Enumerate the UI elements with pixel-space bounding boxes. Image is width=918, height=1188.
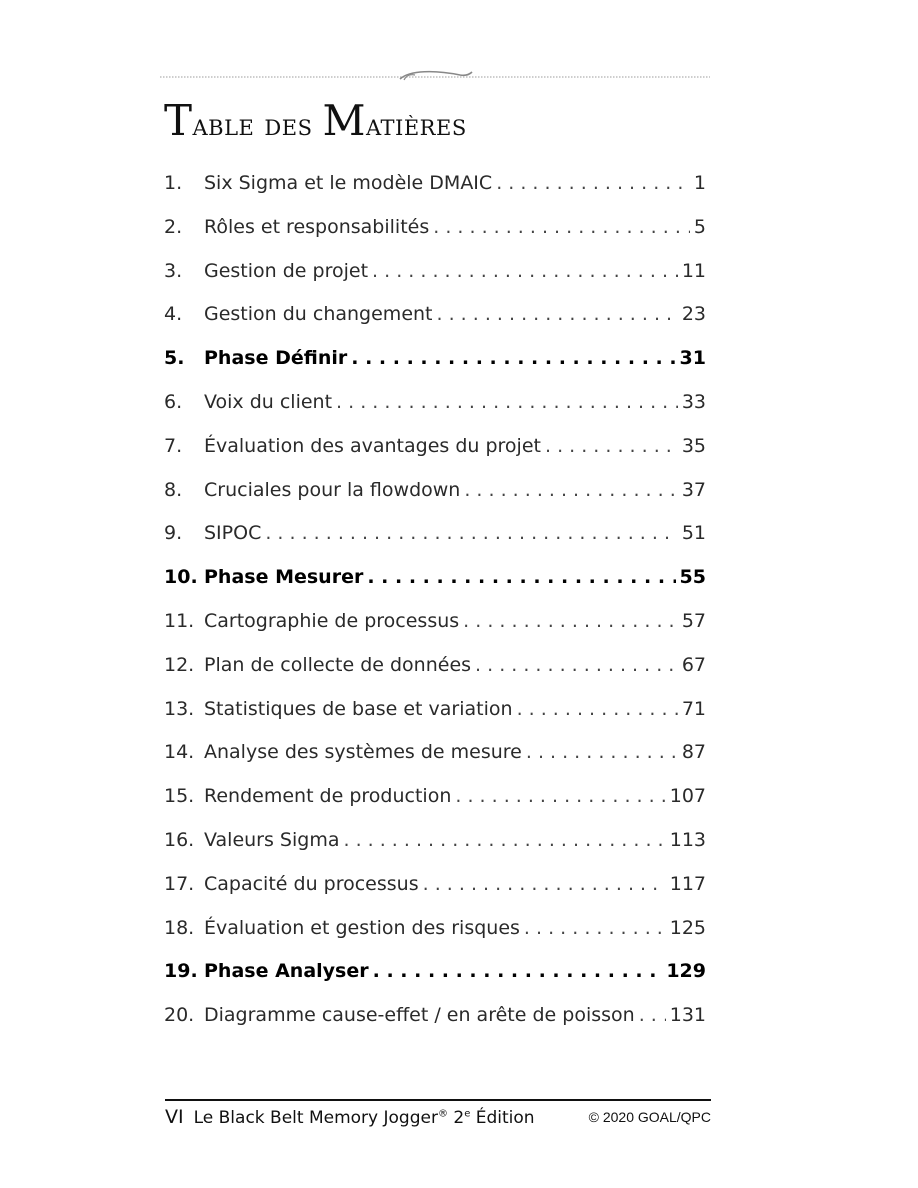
toc-entry [164,566,706,610]
toc-entry [164,303,706,347]
toc-entry-label: Gestion de projet [204,259,369,282]
toc-entry-label: Statistiques de base et variation [204,697,513,720]
toc-leader-dots [373,960,663,982]
toc-leader-dots [517,698,678,720]
toc-entry-number: 10. [164,566,198,589]
table-of-contents [164,172,706,1048]
footer-rule [165,1099,711,1101]
toc-entry-number: 8. [164,478,183,501]
book-title: Le Black Belt Memory Jogger [193,1108,438,1128]
toc-entry-number: 12. [164,653,195,676]
toc-entry-page: 117 [669,872,706,895]
toc-entry-page: 131 [669,1004,706,1027]
toc-entry-number: 6. [164,390,183,413]
toc-entry [164,829,706,873]
page-number: VI [165,1106,184,1128]
toc-leader-dots [526,741,678,763]
toc-leader-dots [336,391,678,413]
toc-entry-page: 107 [669,785,706,808]
toc-entry-number: 18. [164,916,195,939]
toc-entry-number: 1. [164,172,183,194]
toc-entry-page: 37 [681,478,706,501]
toc-entry-number: 20. [164,1004,195,1027]
toc-leader-dots [455,785,665,807]
toc-entry-page: 33 [681,390,706,413]
toc-entry-number: 16. [164,828,195,851]
toc-entry-page: 35 [681,434,706,457]
toc-entry [164,960,706,1004]
toc-leader-dots [475,654,678,676]
toc-entry-number: 13. [164,697,195,720]
toc-entry-label: SIPOC [204,522,262,545]
toc-leader-dots [639,1004,666,1026]
toc-leader-dots [265,522,677,544]
toc-entry [164,435,706,479]
toc-entry-number: 15. [164,785,195,808]
toc-entry-label: Capacité du processus [204,872,419,895]
toc-entry-label: Analyse des systèmes de mesure [204,741,522,764]
toc-entry-label: Phase Définir [204,347,348,370]
toc-entry-label: Valeurs Sigma [204,828,340,851]
toc-entry [164,1004,706,1048]
toc-entry-page: 67 [681,653,706,676]
toc-leader-dots [367,566,675,588]
toc-leader-dots [524,917,666,939]
toc-leader-dots [351,347,675,369]
toc-entry-label: Évaluation des avantages du projet [204,434,541,457]
toc-leader-dots [496,172,690,194]
toc-entry-label: Rôles et responsabilités [204,215,430,238]
toc-entry [164,785,706,829]
edition-sup: e [464,1108,471,1120]
toc-leader-dots [545,435,678,457]
toc-entry-page: 57 [681,609,706,632]
toc-entry-page: 5 [693,215,706,238]
toc-entry [164,347,706,391]
title-part-2: atières [366,108,467,143]
toc-entry-label: Voix du client [204,390,333,413]
page-title [164,96,467,145]
toc-entry-label: Évaluation et gestion des risques [204,916,520,939]
toc-entry-number: 2. [164,215,183,238]
toc-leader-dots [463,610,678,632]
toc-entry-number: 4. [164,303,183,326]
toc-entry-number: 3. [164,259,183,282]
toc-entry [164,741,706,785]
title-initial-1: T [164,96,193,145]
toc-leader-dots [464,479,677,501]
toc-entry-label: Plan de collecte de données [204,653,472,676]
toc-entry-page: 31 [679,347,706,370]
toc-entry [164,216,706,260]
toc-entry [164,391,706,435]
edition-number: 2 [453,1108,465,1128]
toc-entry-page: 1 [693,172,706,194]
title-initial-2: M [322,96,367,145]
toc-entry [164,610,706,654]
toc-entry [164,522,706,566]
toc-entry-number: 5. [164,347,185,370]
toc-entry-page: 71 [681,697,706,720]
toc-entry-page: 125 [669,916,706,939]
toc-entry-number: 19. [164,960,198,983]
toc-entry-page: 11 [681,259,706,282]
toc-entry [164,654,706,698]
toc-entry [164,873,706,917]
toc-entry-number: 14. [164,741,195,764]
toc-entry [164,917,706,961]
toc-entry-page: 55 [679,566,706,589]
registered-mark: ® [437,1108,448,1120]
toc-entry-label: Phase Mesurer [204,566,364,589]
toc-entry-page: 23 [681,303,706,326]
toc-entry-page: 51 [681,522,706,545]
toc-entry [164,698,706,742]
toc-leader-dots [423,873,666,895]
toc-entry-number: 17. [164,872,195,895]
toc-entry-label: Phase Analyser [204,960,369,983]
toc-entry-page: 87 [681,741,706,764]
toc-entry-number: 9. [164,522,183,545]
toc-leader-dots [437,303,678,325]
toc-entry-label: Cruciales pour la flowdown [204,478,461,501]
toc-entry-label: Diagramme cause-effet / en arête de poisson [204,1004,635,1027]
toc-entry-label: Six Sigma et le modèle DMAIC [204,172,493,194]
toc-entry-number: 11. [164,609,195,632]
toc-entry-number: 7. [164,434,183,457]
toc-entry [164,260,706,304]
toc-entry [164,479,706,523]
toc-entry-label: Cartographie de processus [204,609,460,632]
title-ornament [160,66,710,88]
toc-leader-dots [372,260,678,282]
footer-book-line [165,1106,535,1128]
toc-entry-page: 113 [669,828,706,851]
toc-entry [164,172,706,216]
toc-leader-dots [343,829,665,851]
toc-entry-label: Rendement de production [204,785,452,808]
toc-leader-dots [433,216,690,238]
title-part-1: able des [192,108,323,143]
toc-entry-page: 129 [666,960,706,983]
toc-entry-label: Gestion du changement [204,303,433,326]
edition-word: Édition [475,1108,535,1128]
copyright: © 2020 GOAL/QPC [588,1109,711,1125]
